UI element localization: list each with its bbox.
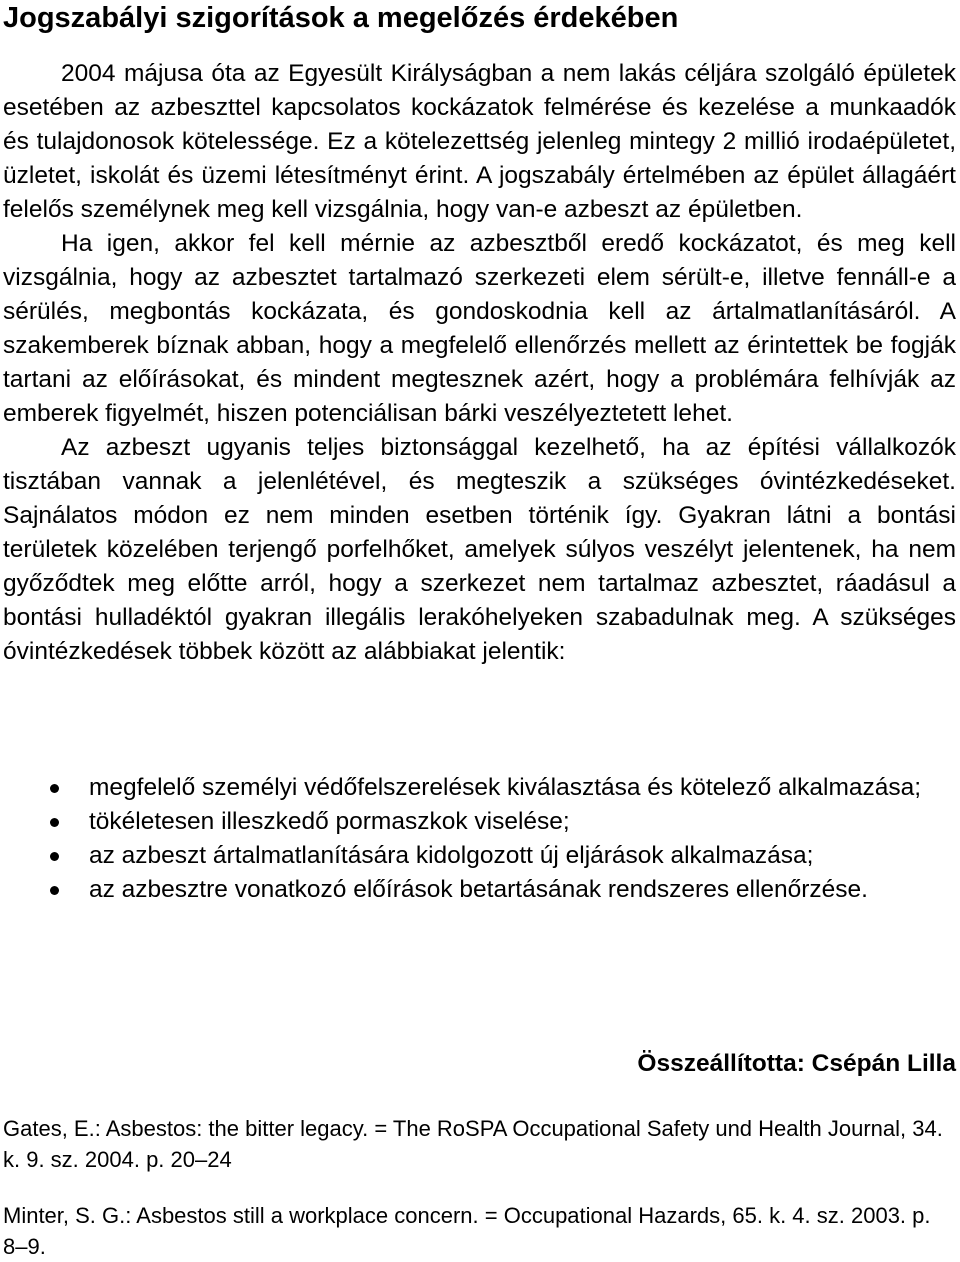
bullet-icon xyxy=(50,852,59,861)
list-item-text: megfelelő személyi védőfelszerelések kiválasztása és kötelező alkalmazása; xyxy=(89,774,922,801)
reference-1: Gates, E.: Asbestos: the bitter legacy. = The RoSPA Occupational Safety und Health Journal, 34. k. 9. sz. 2004. p. 20–24 xyxy=(3,1116,943,1172)
list-item-text: tökéletesen illeszkedő pormaszkok viselése; xyxy=(89,808,570,835)
list-item-text: az azbesztre vonatkozó előírások betartásának rendszeres ellenőrzése. xyxy=(89,876,868,903)
paragraph-2: Ha igen, akkor fel kell mérnie az azbesztből eredő kockázatot, és meg kell vizsgálnia, hogy az azbesztet tartalmazó szerkezeti elem sérült-e, illetve fennáll-e a sérülés, megbontás kockázata, és gondoskodnia kell az ártalmatlanításáról. A szakemberek bíznak abban, hogy a megfelelő ellenőrzés mellett az érintettek be fogják tartani az előírásokat, és mindent megtesznek azért, hogy a problémára felhívják az emberek figyelmét, hiszen potenciálisan bárki veszélyeztetett lehet. xyxy=(3,230,956,427)
list-item-text: az azbeszt ártalmatlanítására kidolgozott új eljárások alkalmazása; xyxy=(89,842,814,869)
bullet-icon xyxy=(50,784,59,793)
paragraph-3: Az azbeszt ugyanis teljes biztonsággal kezelhető, ha az építési vállalkozók tisztában vannak a jelenlétével, és megteszik a szükséges óvintézkedéseket. Sajnálatos módon ez nem minden esetben történik így. Gyakran látni a bontási területek közelében terjengő porfelhőket, amelyek súlyos veszélyt jelentenek, ha nem győződtek meg előtte arról, hogy a szerkezet nem tartalmaz azbesztet, ráadásul a bontási hulladéktól gyakran illegális lerakóhelyeken szabadulnak meg. A szükséges óvintézkedések többek között az alábbiakat jelentik: xyxy=(3,434,956,665)
reference-2: Minter, S. G.: Asbestos still a workplace concern. = Occupational Hazards, 65. k. 4. sz. 2003. p. 8–9. xyxy=(3,1203,931,1259)
article-title: Jogszabályi szigorítások a megelőzés érdekében xyxy=(3,2,679,34)
paragraph-1: 2004 májusa óta az Egyesült Királyságban a nem lakás céljára szolgáló épületek esetében az azbeszttel kapcsolatos kockázatok felmérése és kezelése a munkaadók és tulajdonosok kötelessége. Ez a kötelezettség jelenleg mintegy 2 millió irodaépületet, üzletet, iskolát és üzemi létesítményt érint. A jogszabály értelmében az épület állagáért felelős személynek meg kell vizsgálnia, hogy van-e azbeszt az épületben. xyxy=(3,60,956,223)
article-body xyxy=(3,57,956,669)
author-signature: Összeállította: Csépán Lilla xyxy=(637,1050,956,1077)
precaution-list xyxy=(50,771,956,907)
bullet-icon xyxy=(50,886,59,895)
list-item xyxy=(50,771,956,805)
list-item xyxy=(50,805,956,839)
list-item xyxy=(50,873,956,907)
bullet-icon xyxy=(50,818,59,827)
list-item xyxy=(50,839,956,873)
